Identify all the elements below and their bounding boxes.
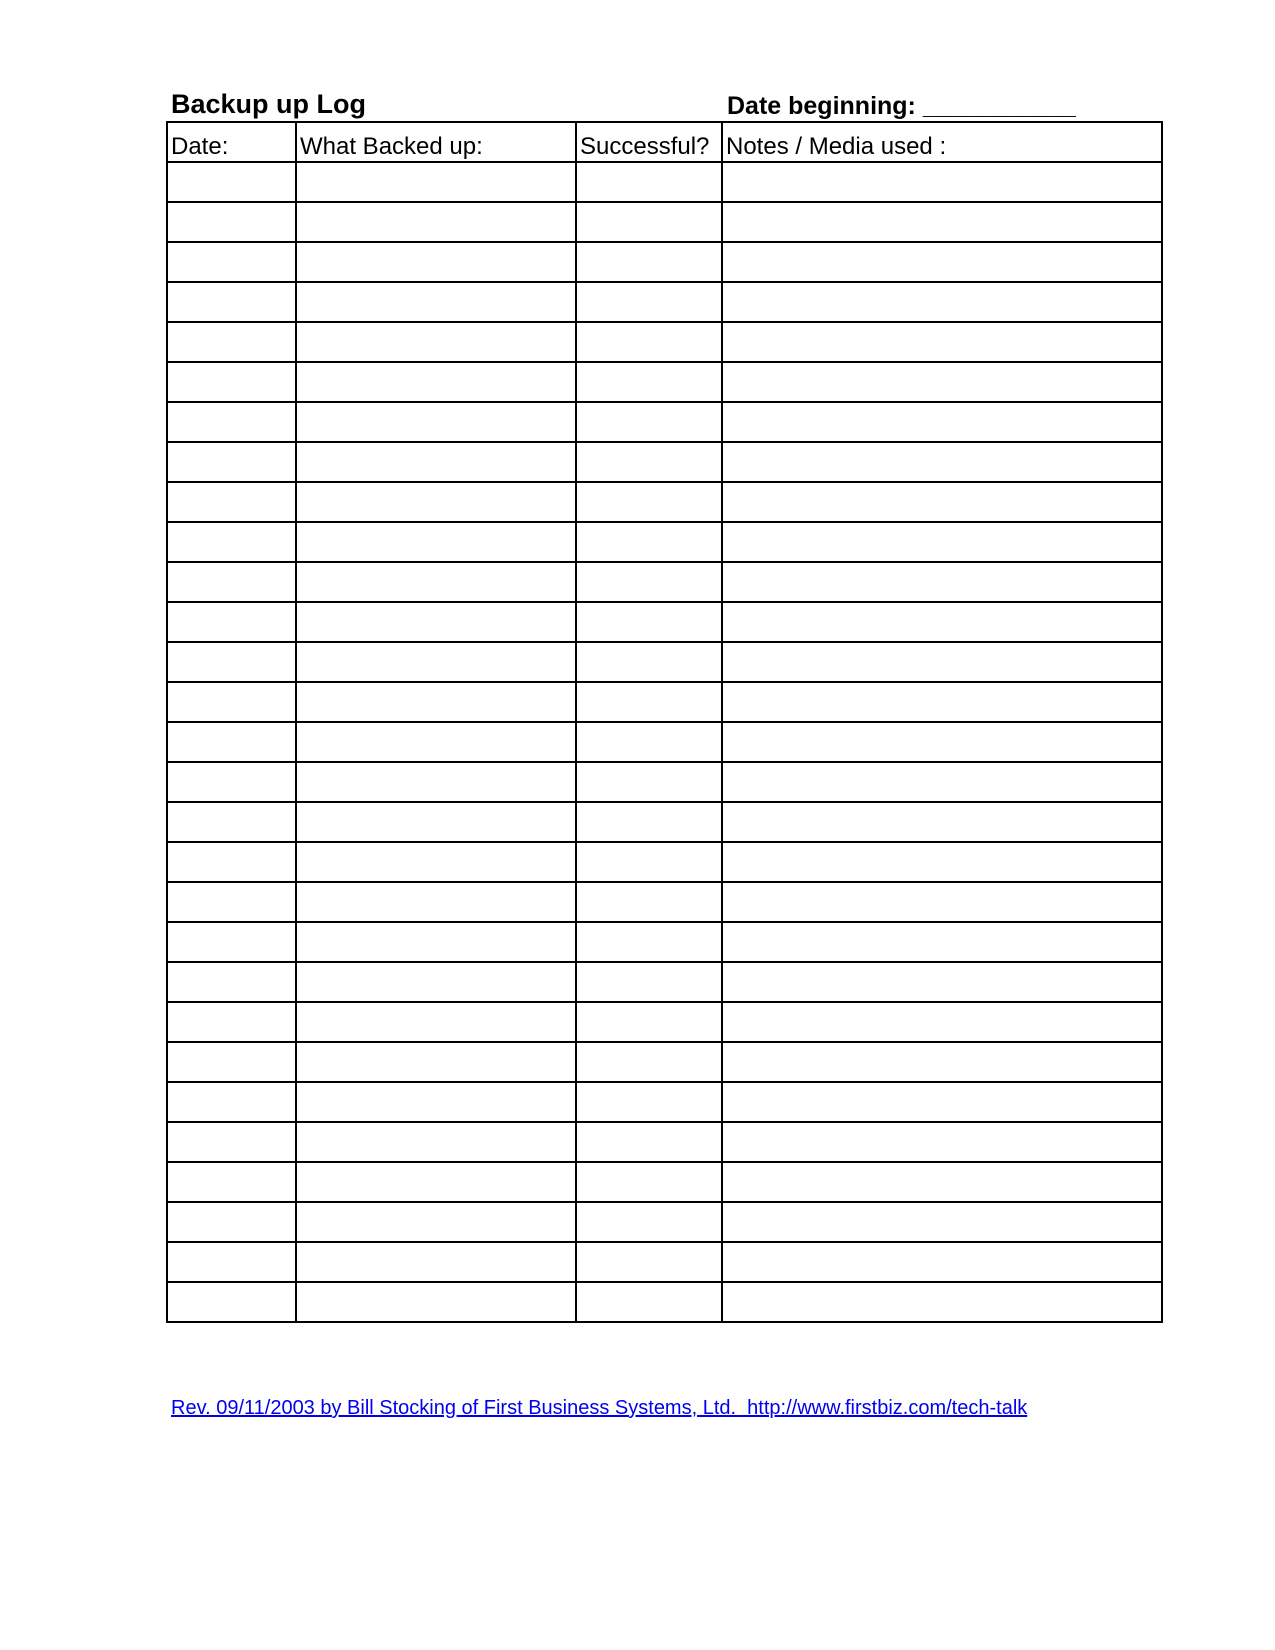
table-row <box>167 282 1162 322</box>
cell-what-backed-up[interactable] <box>296 922 576 962</box>
cell-date[interactable] <box>167 1162 296 1202</box>
cell-successful[interactable] <box>576 1242 722 1282</box>
cell-notes-media[interactable] <box>722 722 1162 762</box>
cell-successful[interactable] <box>576 362 722 402</box>
column-header-successful: Successful? <box>576 122 722 162</box>
cell-notes-media[interactable] <box>722 242 1162 282</box>
column-header-date: Date: <box>167 122 296 162</box>
cell-successful[interactable] <box>576 1202 722 1242</box>
cell-what-backed-up[interactable] <box>296 522 576 562</box>
cell-what-backed-up[interactable] <box>296 642 576 682</box>
table-row <box>167 442 1162 482</box>
cell-date[interactable] <box>167 1082 296 1122</box>
cell-what-backed-up[interactable] <box>296 322 576 362</box>
cell-successful[interactable] <box>576 882 722 922</box>
cell-date[interactable] <box>167 362 296 402</box>
cell-successful[interactable] <box>576 642 722 682</box>
cell-notes-media[interactable] <box>722 402 1162 442</box>
backup-log-table <box>166 121 1163 1323</box>
table-row <box>167 362 1162 402</box>
table-header-row <box>167 122 1162 162</box>
cell-successful[interactable] <box>576 922 722 962</box>
cell-what-backed-up[interactable] <box>296 1082 576 1122</box>
cell-notes-media[interactable] <box>722 802 1162 842</box>
table-row <box>167 322 1162 362</box>
cell-date[interactable] <box>167 882 296 922</box>
cell-date[interactable] <box>167 322 296 362</box>
cell-date[interactable] <box>167 282 296 322</box>
cell-date[interactable] <box>167 602 296 642</box>
cell-notes-media[interactable] <box>722 602 1162 642</box>
table-row <box>167 762 1162 802</box>
table-row <box>167 1042 1162 1082</box>
cell-what-backed-up[interactable] <box>296 442 576 482</box>
cell-date[interactable] <box>167 1122 296 1162</box>
table-row <box>167 162 1162 202</box>
cell-successful[interactable] <box>576 322 722 362</box>
cell-notes-media[interactable] <box>722 202 1162 242</box>
cell-date[interactable] <box>167 202 296 242</box>
cell-successful[interactable] <box>576 562 722 602</box>
cell-notes-media[interactable] <box>722 1202 1162 1242</box>
cell-what-backed-up[interactable] <box>296 762 576 802</box>
cell-what-backed-up[interactable] <box>296 1282 576 1322</box>
cell-successful[interactable] <box>576 602 722 642</box>
table-row <box>167 202 1162 242</box>
table-row <box>167 402 1162 442</box>
cell-what-backed-up[interactable] <box>296 1242 576 1282</box>
cell-notes-media[interactable] <box>722 1122 1162 1162</box>
cell-successful[interactable] <box>576 402 722 442</box>
cell-notes-media[interactable] <box>722 1082 1162 1122</box>
cell-date[interactable] <box>167 482 296 522</box>
table-row <box>167 882 1162 922</box>
cell-successful[interactable] <box>576 722 722 762</box>
cell-what-backed-up[interactable] <box>296 202 576 242</box>
cell-successful[interactable] <box>576 762 722 802</box>
cell-date[interactable] <box>167 1282 296 1322</box>
date-beginning-label: Date beginning: ___________ <box>727 92 1076 120</box>
cell-notes-media[interactable] <box>722 842 1162 882</box>
cell-what-backed-up[interactable] <box>296 162 576 202</box>
cell-notes-media[interactable] <box>722 482 1162 522</box>
table-row <box>167 802 1162 842</box>
cell-successful[interactable] <box>576 842 722 882</box>
footer-revision-link[interactable]: Rev. 09/11/2003 by Bill Stocking of First Business Systems, Ltd. http://www.firstbiz.com/tech-talk <box>171 1397 1028 1419</box>
cell-notes-media[interactable] <box>722 162 1162 202</box>
cell-notes-media[interactable] <box>722 882 1162 922</box>
cell-what-backed-up[interactable] <box>296 1162 576 1202</box>
cell-what-backed-up[interactable] <box>296 1122 576 1162</box>
column-header-what-backed-up: What Backed up: <box>296 122 576 162</box>
cell-notes-media[interactable] <box>722 522 1162 562</box>
table-row <box>167 1002 1162 1042</box>
cell-notes-media[interactable] <box>722 682 1162 722</box>
cell-notes-media[interactable] <box>722 1242 1162 1282</box>
cell-successful[interactable] <box>576 1162 722 1202</box>
cell-what-backed-up[interactable] <box>296 1042 576 1082</box>
column-header-notes-media: Notes / Media used : <box>722 122 1162 162</box>
table-row <box>167 1242 1162 1282</box>
cell-notes-media[interactable] <box>722 442 1162 482</box>
cell-date[interactable] <box>167 642 296 682</box>
cell-what-backed-up[interactable] <box>296 482 576 522</box>
cell-successful[interactable] <box>576 1002 722 1042</box>
table-row <box>167 722 1162 762</box>
cell-date[interactable] <box>167 1242 296 1282</box>
table-row <box>167 1082 1162 1122</box>
cell-notes-media[interactable] <box>722 1162 1162 1202</box>
cell-date[interactable] <box>167 162 296 202</box>
cell-what-backed-up[interactable] <box>296 562 576 602</box>
cell-notes-media[interactable] <box>722 762 1162 802</box>
cell-notes-media[interactable] <box>722 322 1162 362</box>
cell-date[interactable] <box>167 682 296 722</box>
document-title: Backup up Log <box>171 89 366 119</box>
cell-what-backed-up[interactable] <box>296 882 576 922</box>
cell-what-backed-up[interactable] <box>296 242 576 282</box>
table-row <box>167 842 1162 882</box>
cell-date[interactable] <box>167 922 296 962</box>
cell-successful[interactable] <box>576 682 722 722</box>
cell-date[interactable] <box>167 562 296 602</box>
cell-notes-media[interactable] <box>722 1282 1162 1322</box>
cell-successful[interactable] <box>576 442 722 482</box>
cell-successful[interactable] <box>576 1282 722 1322</box>
cell-what-backed-up[interactable] <box>296 282 576 322</box>
table-row <box>167 642 1162 682</box>
cell-date[interactable] <box>167 522 296 562</box>
table-row <box>167 922 1162 962</box>
cell-what-backed-up[interactable] <box>296 962 576 1002</box>
cell-date[interactable] <box>167 1042 296 1082</box>
cell-successful[interactable] <box>576 1042 722 1082</box>
cell-date[interactable] <box>167 1002 296 1042</box>
cell-successful[interactable] <box>576 242 722 282</box>
table-body <box>167 162 1162 1322</box>
cell-successful[interactable] <box>576 202 722 242</box>
cell-successful[interactable] <box>576 162 722 202</box>
cell-notes-media[interactable] <box>722 562 1162 602</box>
table-row <box>167 242 1162 282</box>
cell-successful[interactable] <box>576 1082 722 1122</box>
cell-notes-media[interactable] <box>722 642 1162 682</box>
cell-what-backed-up[interactable] <box>296 802 576 842</box>
cell-date[interactable] <box>167 802 296 842</box>
cell-date[interactable] <box>167 842 296 882</box>
cell-what-backed-up[interactable] <box>296 402 576 442</box>
cell-notes-media[interactable] <box>722 1002 1162 1042</box>
cell-date[interactable] <box>167 442 296 482</box>
table-row <box>167 1122 1162 1162</box>
table-row <box>167 962 1162 1002</box>
cell-date[interactable] <box>167 722 296 762</box>
table-row <box>167 1162 1162 1202</box>
table-row <box>167 562 1162 602</box>
cell-successful[interactable] <box>576 802 722 842</box>
cell-what-backed-up[interactable] <box>296 1002 576 1042</box>
cell-date[interactable] <box>167 242 296 282</box>
table-row <box>167 522 1162 562</box>
cell-notes-media[interactable] <box>722 362 1162 402</box>
cell-successful[interactable] <box>576 282 722 322</box>
cell-what-backed-up[interactable] <box>296 362 576 402</box>
cell-date[interactable] <box>167 962 296 1002</box>
cell-notes-media[interactable] <box>722 922 1162 962</box>
cell-what-backed-up[interactable] <box>296 602 576 642</box>
cell-successful[interactable] <box>576 1122 722 1162</box>
table-row <box>167 602 1162 642</box>
cell-what-backed-up[interactable] <box>296 682 576 722</box>
cell-what-backed-up[interactable] <box>296 722 576 762</box>
cell-what-backed-up[interactable] <box>296 1202 576 1242</box>
cell-date[interactable] <box>167 762 296 802</box>
cell-successful[interactable] <box>576 522 722 562</box>
cell-successful[interactable] <box>576 482 722 522</box>
table-row <box>167 482 1162 522</box>
table-row <box>167 1202 1162 1242</box>
table-row <box>167 682 1162 722</box>
cell-date[interactable] <box>167 1202 296 1242</box>
cell-what-backed-up[interactable] <box>296 842 576 882</box>
cell-date[interactable] <box>167 402 296 442</box>
cell-notes-media[interactable] <box>722 962 1162 1002</box>
cell-successful[interactable] <box>576 962 722 1002</box>
cell-notes-media[interactable] <box>722 282 1162 322</box>
table-row <box>167 1282 1162 1322</box>
cell-notes-media[interactable] <box>722 1042 1162 1082</box>
